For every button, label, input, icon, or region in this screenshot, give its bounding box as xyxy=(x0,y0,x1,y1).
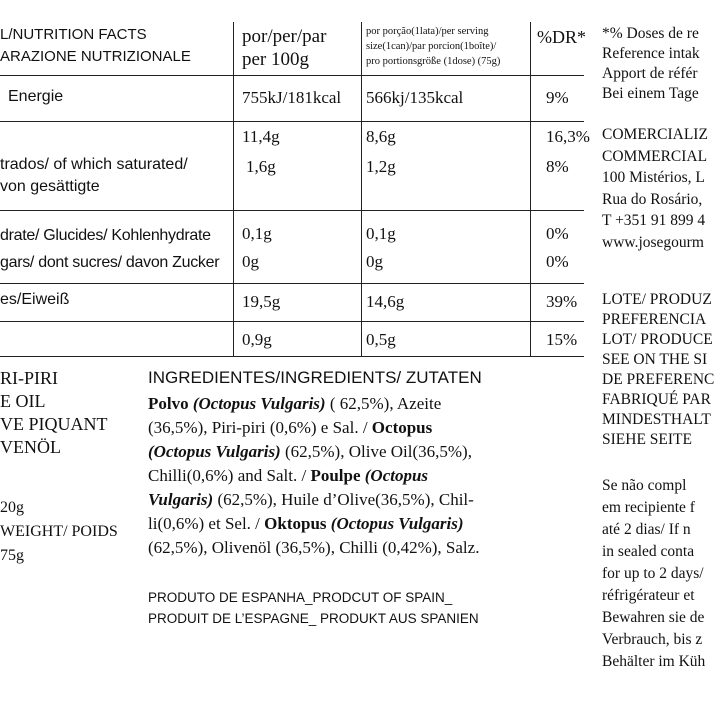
table-col-divider-3 xyxy=(530,22,531,356)
row-energy-dr: 9% xyxy=(546,88,569,107)
table-rule-carb-bottom xyxy=(0,283,584,284)
row-carb-100g: 0,1g xyxy=(242,224,272,243)
table-col-divider-1 xyxy=(233,22,234,356)
col-header-per-100g: por/per/par per 100g xyxy=(242,26,327,70)
product-weight: 20g WEIGHT/ POIDS 75g xyxy=(0,499,118,564)
row-fat-100g: 11,4g xyxy=(242,127,280,146)
dr-reference-note: *% Doses de re Reference intak Apport de référ Bei einem Tage xyxy=(602,25,700,102)
row-sugar-dr: 0% xyxy=(546,252,569,271)
row-saturated-serving: 1,2g xyxy=(366,157,396,176)
col-header-per-serving: por porção(1lata)/per serving size(1can)/par porcion(1boîte)/ pro portionsgröße (1dose) (75g) xyxy=(366,26,501,67)
table-col-divider-2 xyxy=(361,22,362,356)
row-salt-dr: 15% xyxy=(546,330,578,349)
table-rule-fat-bottom xyxy=(0,210,584,211)
table-title: L/NUTRITION FACTS ARAZIONE NUTRIZIONALE xyxy=(0,26,191,65)
row-protein-100g: 19,5g xyxy=(242,292,281,311)
row-energy-100g: 755kJ/181kcal xyxy=(242,88,342,107)
table-rule-energy-bottom xyxy=(0,121,584,122)
row-protein-label: es/Eiweiß xyxy=(0,291,70,308)
row-energy-serving: 566kj/135kcal xyxy=(366,88,464,107)
table-rule-header-bottom xyxy=(0,75,584,76)
row-salt-100g: 0,9g xyxy=(242,330,272,349)
table-rule-protein-bottom xyxy=(0,321,584,322)
row-protein-serving: 14,6g xyxy=(366,292,405,311)
lot-info: LOTE/ PRODUZ PREFERENCIA LOT/ PRODUCE SEE ON THE SI DE PREFERENC FABRIQUÉ PAR MINDESTHALT SIEHE SEITE xyxy=(602,291,715,448)
row-fat-saturated-label: trados/ of which saturated/ von gesättigte xyxy=(0,156,188,195)
row-saturated-100g: 1,6g xyxy=(246,157,276,176)
row-carb-dr: 0% xyxy=(546,224,569,243)
storage-info: Se não compl em recipiente f até 2 dias/ If n in sealed conta for up to 2 days/ réfrigérateur et Bewahren sie de Verbrauch, bis z Behälter im Küh xyxy=(602,477,706,670)
row-saturated-dr: 8% xyxy=(546,157,569,176)
ingredients-text: Polvo (Octopus Vulgaris) ( 62,5%), Azeite (36,5%), Piri-piri (0,6%) e Sal. / Octopus (Octopus Vulgaris) (62,5%), Olive Oil(36,5%), Chilli(0,6%) and Salt. / Poulpe (Octopus Vulgaris) (62,5%), Huile d’Olive(36,5%), Chil- li(0,6%) et Sel. / Oktopus (Octopus Vulgaris) (62,5%), Olivenöl (36,5%), Chilli (0,42%), Salz. xyxy=(148,394,480,557)
origin-statement: PRODUTO DE ESPANHA_PRODCUT OF SPAIN_ PRODUIT DE L’ESPAGNE_ PRODUKT AUS SPANIEN xyxy=(148,590,479,626)
row-carb-serving: 0,1g xyxy=(366,224,396,243)
product-name: RI-PIRI E OIL VE PIQUANT VENÖL xyxy=(0,368,108,457)
row-fat-serving: 8,6g xyxy=(366,127,396,146)
row-salt-serving: 0,5g xyxy=(366,330,396,349)
row-protein-dr: 39% xyxy=(546,292,578,311)
ingredients-heading: INGREDIENTES/INGREDIENTS/ ZUTATEN xyxy=(148,368,482,387)
table-rule-salt-bottom xyxy=(0,356,584,357)
row-sugar-100g: 0g xyxy=(242,252,259,271)
col-header-dr: %DR* xyxy=(537,27,586,47)
row-sugar-serving: 0g xyxy=(366,252,383,271)
company-info: COMERCIALIZ COMMERCIAL 100 Mistérios, L Rua do Rosário, T +351 91 899 4 www.josegourm xyxy=(602,126,708,251)
row-energy-label: Energie xyxy=(8,88,64,105)
row-carb-label: drate/ Glucides/ Kohlenhydrate gars/ dont sucres/ davon Zucker xyxy=(0,227,220,271)
row-fat-dr: 16,3% xyxy=(546,127,590,146)
